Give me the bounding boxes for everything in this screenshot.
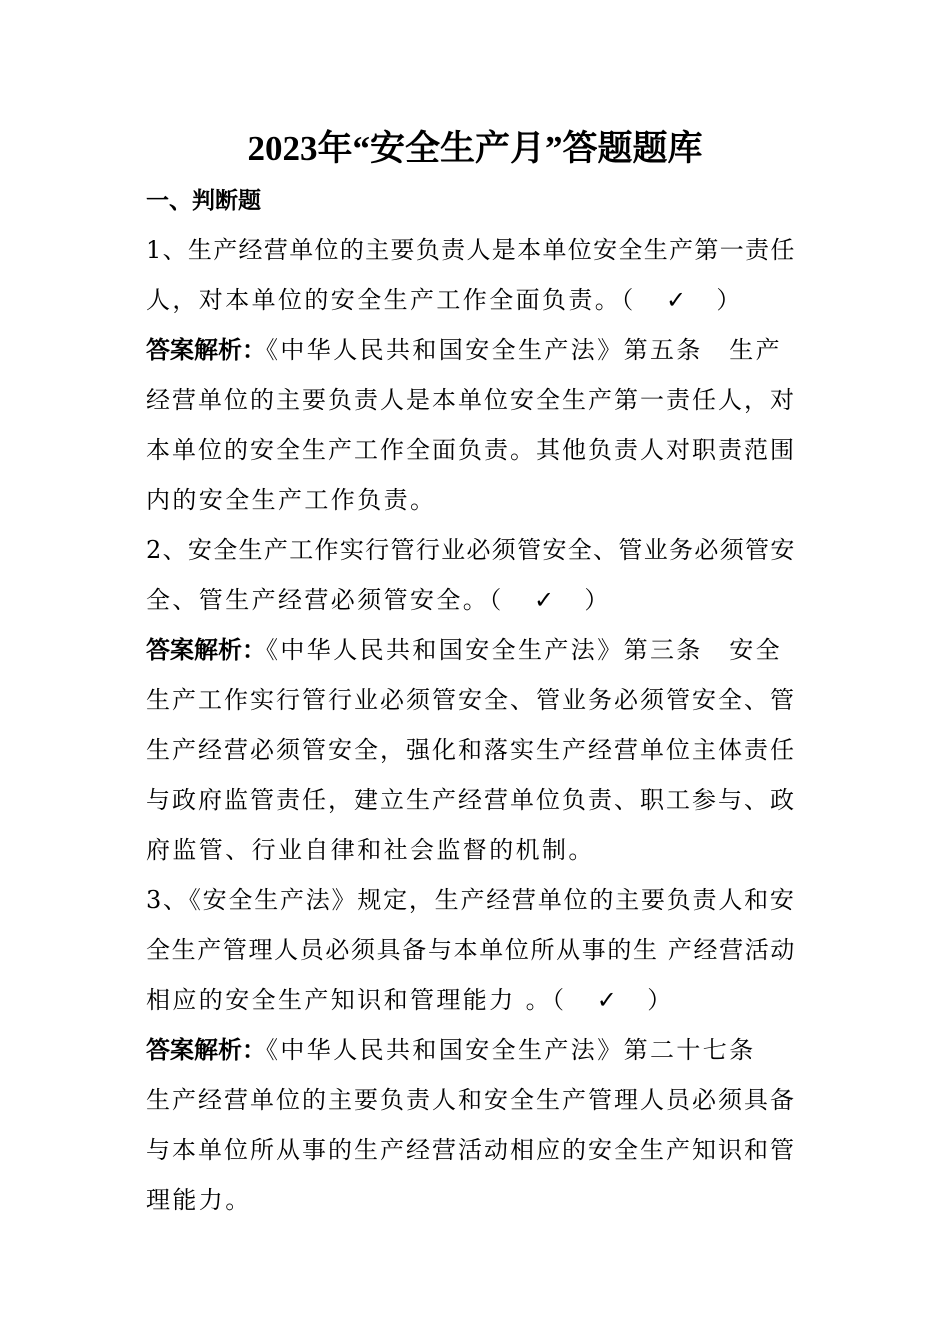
answer-1-line-3: 本单位的安全生产工作全面负责。其他负责人对职责范围 [146,436,796,464]
question-3-line-1: 3、《安全生产法》规定，生产经营单位的主要负责人和安 [146,886,796,914]
question-1-line-1: 1、生产经营单位的主要负责人是本单位安全生产第一责任 [146,236,796,264]
question-1-text: 人，对本单位的安全生产工作全面负责。（ [146,286,636,314]
check-mark-icon: ✓ [596,986,617,1014]
question-3-line-2: 全生产管理人员必须具备与本单位所从事的生 产经营活动 [146,936,797,964]
answer-1-line-2: 经营单位的主要负责人是本单位安全生产第一责任人，对 [146,386,796,414]
answer-3-source: 《中华人民共和国安全生产法》第二十七条 [266,1036,756,1064]
question-3-close-paren: ） [647,986,674,1014]
answer-2-line-5: 府监管、行业自律和社会监督的机制。 [146,836,595,864]
answer-3-line-4: 理能力。 [146,1186,252,1214]
answer-3-line-2: 生产经营单位的主要负责人和安全生产管理人员必须具备 [146,1086,796,1114]
question-3-line-3 [146,983,674,1017]
answer-label: 答案解析： [146,636,266,664]
section-heading: 一、判断题 [146,188,261,214]
question-2-line-1: 2、安全生产工作实行管行业必须管安全、管业务必须管安 [146,536,796,564]
answer-2-line-3: 生产经营必须管安全，强化和落实生产经营单位主体责任 [146,736,796,764]
answer-2-source: 《中华人民共和国安全生产法》第三条 安全 [266,636,782,664]
answer-label: 答案解析： [146,336,266,364]
question-2-line-2 [146,583,611,617]
question-1-line-2 [146,283,743,317]
document-title: 2023年“安全生产月”答题题库 [247,129,703,168]
check-mark-icon: ✓ [665,286,687,314]
question-2-close-paren: ） [584,586,611,614]
answer-2-line-2: 生产工作实行管行业必须管安全、管业务必须管安全、管 [146,686,796,714]
check-mark-icon: ✓ [533,586,555,614]
answer-1-line-1 [146,333,782,367]
answer-1-source: 《中华人民共和国安全生产法》第五条 生产 [266,336,782,364]
answer-2-line-4: 与政府监管责任，建立生产经营单位负责、职工参与、政 [146,786,796,814]
question-3-text: 相应的安全生产知识和管理能力 。（ [146,986,567,1014]
answer-3-line-1 [146,1033,756,1067]
question-2-text: 全、管生产经营必须管安全。（ [146,586,504,614]
answer-3-line-3: 与本单位所从事的生产经营活动相应的安全生产知识和管 [146,1136,796,1164]
question-1-close-paren: ） [716,286,743,314]
answer-1-line-4: 内的安全生产工作负责。 [146,486,437,514]
answer-label: 答案解析： [146,1036,266,1064]
answer-2-line-1 [146,633,782,667]
